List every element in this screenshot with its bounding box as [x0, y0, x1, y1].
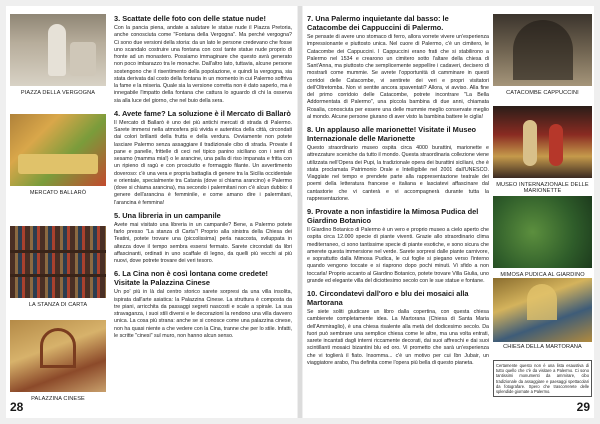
left-page: [6, 6, 297, 418]
chinese-palace-interior-photo: [10, 320, 106, 392]
section-body: Se pensate di avere uno stomaco di ferro, allora vorrete vivere un'esperienza impressionante e piuttosto unica. Nel cuore di Palermo, c'è un cimitero, le Catacombe dei Cappuccini. I Cappuccini erano frati che si stabilirono a Palermo nel 1534 e crearono un cimitero sotto l'altare della chiesa di Sant'Anna, ma piuttosto che semplicemente seppellire i cadaveri, decisero di mostrarli come mummie. Se avrete l'opportunità di camminare in questi corridoi delle Catacombe, vi sentirete dei veri e propri visitatori dell'Oltretomba. Non vi sentite ancora spaventati? Allora, vi avviso. Alla fine del primo corridoio delle Catacombe, potrete incontrare "La Bella Addormentata di Palermo", una piccola bambina di due anni, chiamata Rosalia, conosciuta per essere una delle mummie meglio conservate meglio al mondo. Alcune persone giurano di aver visto la bambina battere le ciglia!: [307, 34, 489, 120]
figure-caption: PALAZZINA CINESE: [31, 396, 85, 402]
figure-caption: LA STANZA DI CARTA: [28, 302, 88, 308]
figure-martorana: [493, 278, 592, 368]
figure-caption: MUSEO INTERNAZIONALE DELLE MARIONETTE: [496, 182, 589, 194]
section-body: Un po' più in là dal centro storico sarete sorpresi da una villa insolita, ispirata dall'arte asiatica: la Palazzina Cinese. La struttura è composta da tre piani, arricchita da passaggi segreti nascosti e scale a spirale. La sua stravaganza, i suoi stili diversi e le decorazioni la rendono una villa davvero unica. La cosa più strana: anche se si conosce come una palazzina cinese, non ha quasi niente a che vedere con la Cina, tranne che per lo stile. Infatti, le scritte "cinesi" sul muro, non hanno alcun senso.: [114, 289, 292, 339]
statue-fountain-photo: [10, 14, 106, 86]
bookshop-shelves-photo: [10, 226, 106, 298]
page-number: 28: [10, 400, 24, 414]
figure-stanza-di-carta: [10, 226, 106, 316]
section-body: Il Giardino Botanico di Palermo è un vero e proprio museo a cielo aperto che ospita circa 12.000 specie di piante viventi. Grazie allo straordinario clima mediterraneo, ci sono tantissime specie di piante esotiche, e sono sicura che amerete questa immersione nel verde. Sarete sorpresi dalle piante carnivore, e soprattutto dalla Mimosa Pudica, le cui foglie si piegano verso l'interno quando vengono toccate e si riaprono dopo pochi minuti. Vi sfido a non toccarla! Proprio accanto al Giardino Botanico, potete trovare Villa Giulia, uno grande ed elegante villa del diciottesimo secolo con le sue statue e fontane.: [307, 227, 489, 284]
section-body: Questo straordinario museo ospita circa 4000 burattini, marionette e attrezzature sceniche da tutto il mondo. Questa straordinaria collezione viene utilizzata nell'Opera dei Pupi, la tradizionale opera dei burattini siciliani, che è stata proclamata Patrimonio Orale e Intelligibile nel 2001 dall'UNESCO. Viaggiate nel tempo e prendete parte alla rappresentazione teatrale dei poemi della letteratura francese e italiana e lasciatevi affascinare dal cantastorie che vi canterà e vi accompagnerà durante tutta la rappresentazione.: [307, 145, 489, 202]
market-stall-photo: [10, 114, 106, 186]
martorana-mosaic-photo: [493, 278, 592, 342]
figure-catacombe: [493, 14, 592, 104]
figure-museo-marionette: [493, 106, 592, 196]
section-title: 10. Circondatevi dall'oro e blu dei mosaici alla Martorana: [307, 289, 469, 307]
right-page: [303, 6, 594, 418]
section-body: Con la pancia piena, andate a salutare le statue nude il Piazza Pretoria, anche conosciuta come "Fontana della Vergogna". Ma perché vergogna? Ci sono due versioni della storia: da un lato le persone credevano che fosse uno scandalo costruire una fontana con così tante statue nude proprio di fronte ad un monastero. Possiamo immaginare che questo avrà generato non poco imbarazzo tra le monache. Dall'altro lato, tuttavia, alcune persone sostengono che il risentimento della popolazione, e quindi la vergogna, sia stata derivata dal costo della fontana in un momento in cui Palermo soffriva la fame e la miseria. Quale sia la versione corretta non è dato saperlo, ma è innegabile l'impatto della fontana che cattura lo sguardo di chi la osserva sia alla luce del giorno, che nel buio della sera.: [114, 25, 292, 104]
page-number: 29: [576, 400, 590, 414]
section-title: 7. Una Palermo inquietante dal basso: le Catacombe dei Cappuccini di Palermo.: [307, 14, 449, 32]
section-body: Se siete soliti giudicare un libro dalla copertina, con questa chiesa cambierete completamente idea. La Martorana (Chiesa di Santa Maria dell'Ammiraglio), è una chiesa risalente alla metà del dodicesimo secolo. Da fuori può sembrare una semplice chiesa come le altre, ma una volta entrati, sarete incantati dagli interni riccamente decorati, dai suoi affreschi e dai suoi scintillanti mosaici bizantini blu ed oro. Vi prometto che sarà un'esperienza che vi toglierà il fiato. Insomma... c'è un motivo per cui Ibn Jubair, un viaggiatore arabo, l'ha definita come l'opera più bella di questo pianeta.: [307, 309, 489, 366]
mimosa-plant-photo: [493, 196, 592, 268]
section-body: Il Mercato di Ballarò è uno dei più antichi mercati di strada di Palermo. Sarete immersi nella atmosfera più vivida e autentica della città, circondati dai colori brillanti della frutta e della verdura. Ovviamente non potete lasciare Palermo senza assaggiare il tradizionale cibo di strada. Provate il pane e panelle, frittelle di ceci nel tipico panino siciliano con i semi di sesamo (mamma mia!) o le arancine, una palla di riso impanata e fritta con un ripieno di ragù e con prosciutto e formaggio filante. Un avvertimento doveroso: c'è una vera e propria battaglia di genere tra la Sicilia occidentale e orientale, specialmente tra Catania (dove si chiama arancino) e Palermo (dove si chiama arancina), ma secondo i palermitani non c'è alcun dubbio: il genere dell'arancina è femminile, e come amano dire i palermitani, l'arancina è femmina!: [114, 119, 292, 206]
section-title: 3. Scattate delle foto con delle statue nude!: [114, 14, 266, 23]
section-title: 9. Provate a non infastidire la Mimosa Pudica del Giardino Botanico: [307, 207, 479, 225]
section-title: 5. Una libreria in un campanile: [114, 210, 221, 220]
section-title: 8. Un applauso alle marionette! Visitate il Museo Internazionale delle Marionette: [307, 125, 477, 143]
page-gutter: [298, 6, 302, 418]
figure-caption: CHIESA DELLA MARTORANA: [503, 344, 582, 350]
figure-caption: CATACOMBE CAPPUCCINI: [506, 90, 579, 96]
puppet-museum-photo: [493, 106, 592, 178]
catacombs-photo: [493, 14, 592, 86]
right-text-column: [307, 14, 489, 371]
left-text-column: [114, 14, 292, 344]
closing-note-box: Certamente questo non è una lista esaustiva di tutto quello che c'è da visitare a Palermo. Ci sono tantissimi monumenti da ammirare, cibo tradizionale da assaggiare e paesaggi spettacolari da fotografare. Spero che trascorrerete delle splendide giornate a Palermo.: [493, 360, 592, 397]
figure-mercato-ballaro: [10, 114, 106, 204]
figure-caption: MIMOSA PUDICA AL GIARDINO: [500, 272, 585, 278]
figure-mimosa-pudica: [493, 196, 592, 286]
figure-piazza-vergogna: [10, 14, 106, 104]
figure-palazzina-cinese: [10, 320, 106, 410]
figure-caption: MERCATO BALLARÒ: [29, 190, 87, 196]
section-title: 6. La Cina non è così lontana come credete! Visitate la Palazzina Cinese: [114, 269, 269, 288]
section-title: 4. Avete fame? La soluzione è il Mercato di Ballarò: [114, 108, 291, 118]
section-body: Avete mai visitato una libreria in un campanile? Bene, a Palermo potete farlo presso "La stanza di Carta"! Proprio alla sinistra della Chiesa dei Teatini, potete trovare una (piccolissima) perla nascosta, sviluppata in altezza dove il tempo sembra essersi fermato. Sarete circondati da libri affascinanti, ordinati in uno scaffale di legno, da quelli più vecchi ai più nuovi, dove potrete trovare dei veri tesoro.: [114, 221, 292, 264]
figure-caption: PIAZZA DELLA VERGOGNA: [20, 90, 96, 96]
